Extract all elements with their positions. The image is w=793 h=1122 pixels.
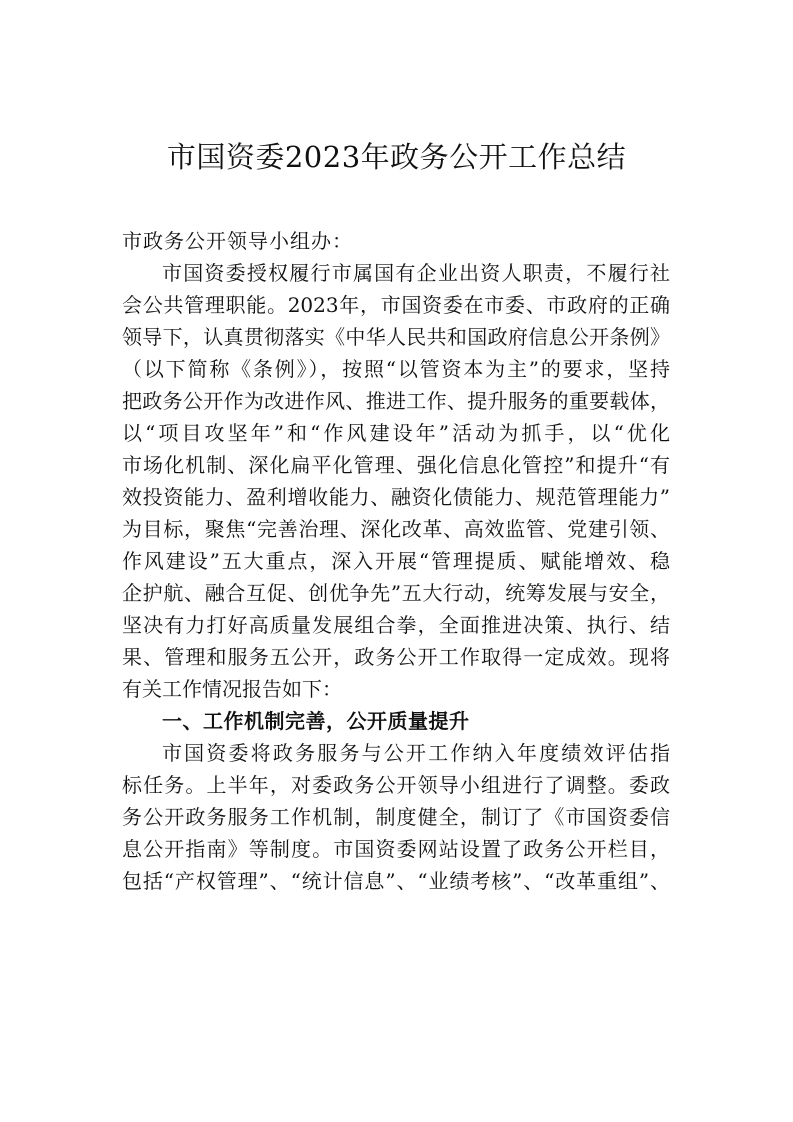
paragraph-2-line: 标任务。上半年，对委政务公开领导小组进行了调整。委政	[122, 773, 670, 797]
paragraph-1-line: 效投资能力、盈利增收能力、融资化债能力、规范管理能力”	[122, 485, 670, 509]
paragraph-2-line: 包括“产权管理”、“统计信息”、“业绩考核”、“改革重组”、	[122, 869, 670, 893]
paragraph-2-line: 务公开政务服务工作机制，制度健全，制订了《市国资委信	[122, 805, 670, 829]
paragraph-1-line: 市国资委授权履行市属国有企业出资人职责，不履行社	[162, 261, 670, 285]
paragraph-1-line: 以“项目攻坚年”和“作风建设年”活动为抓手，以“优化	[122, 421, 670, 445]
document-title: 市国资委2023年政务公开工作总结	[166, 140, 627, 174]
paragraph-1-line: 有关工作情况报告如下：	[122, 677, 342, 701]
paragraph-1-line: 作风建设”五大重点，深入开展“管理提质、赋能增效、稳	[122, 549, 670, 573]
salutation: 市政务公开领导小组办：	[122, 229, 353, 253]
section-1-heading: 一、工作机制完善，公开质量提升	[162, 709, 470, 733]
paragraph-1-line: 坚决有力打好高质量发展组合拳，全面推进决策、执行、结	[122, 613, 670, 637]
paragraph-2-line: 息公开指南》等制度。市国资委网站设置了政务公开栏目，	[122, 837, 670, 861]
paragraph-2-line: 市国资委将政务服务与公开工作纳入年度绩效评估指	[162, 741, 670, 765]
paragraph-1-line: （以下简称《条例》），按照“以管资本为主”的要求，坚持	[122, 357, 670, 381]
paragraph-1-line: 把政务公开作为改进作风、推进工作、提升服务的重要载体，	[122, 389, 670, 413]
paragraph-1-line: 为目标，聚焦“完善治理、深化改革、高效监管、党建引领、	[122, 517, 670, 541]
paragraph-1-line: 市场化机制、深化扁平化管理、强化信息化管控”和提升“有	[122, 453, 670, 477]
paragraph-1-line: 会公共管理职能。2023年，市国资委在市委、市政府的正确	[122, 293, 670, 317]
paragraph-1-line: 果、管理和服务五公开，政务公开工作取得一定成效。现将	[122, 645, 670, 669]
paragraph-1-line: 领导下，认真贯彻落实《中华人民共和国政府信息公开条例》	[122, 325, 670, 349]
paragraph-1-line: 企护航、融合互促、创优争先”五大行动，统筹发展与安全，	[122, 581, 670, 605]
